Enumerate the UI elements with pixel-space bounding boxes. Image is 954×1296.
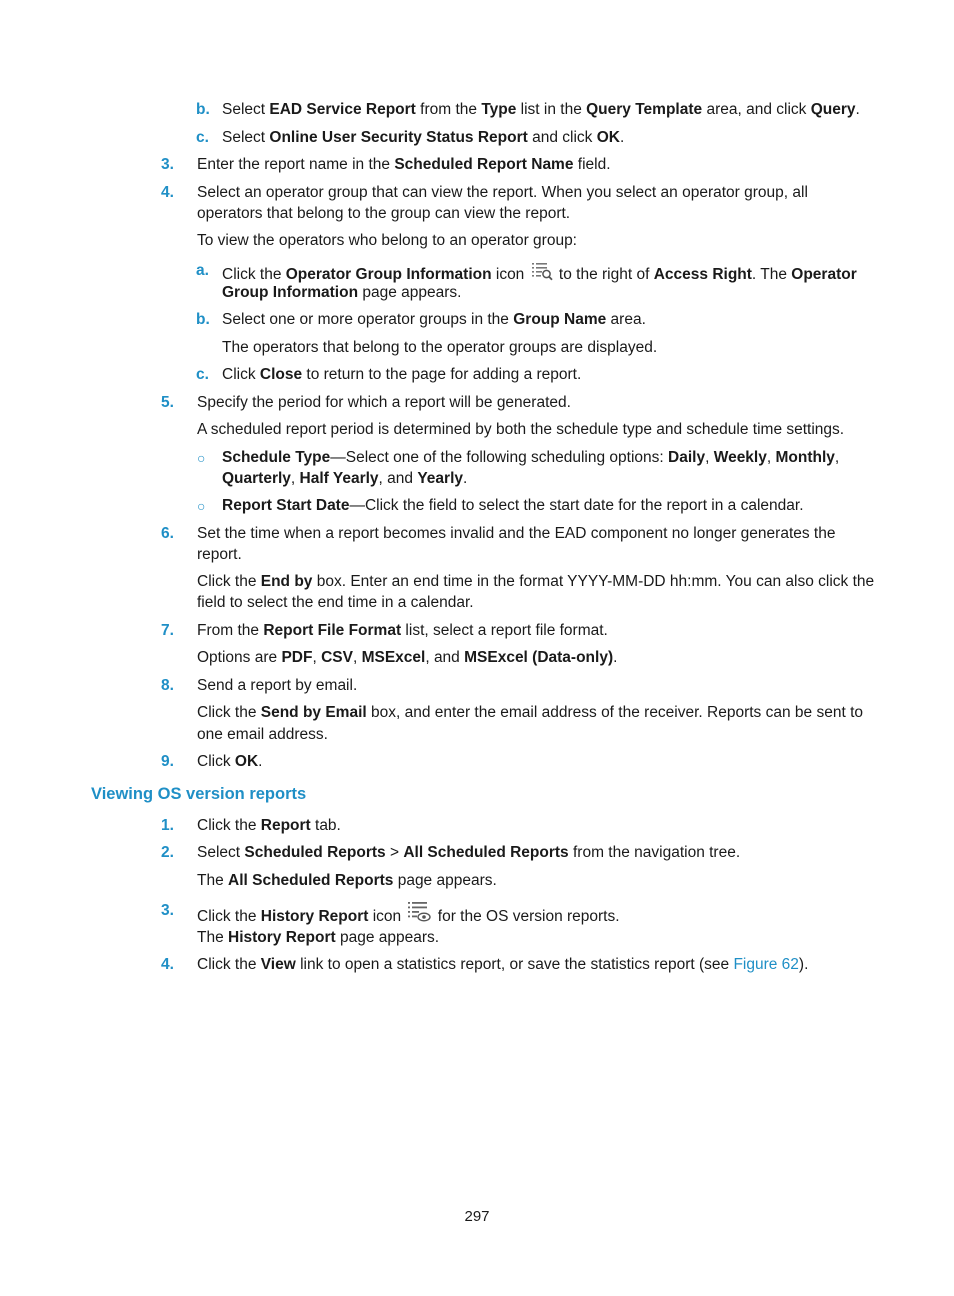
step-6-line2: report. bbox=[197, 546, 242, 563]
step-c-close: Click Close to return to the page for adding a report. bbox=[222, 366, 582, 383]
section-heading: Viewing OS version reports bbox=[91, 785, 307, 803]
step-marker: 3. bbox=[161, 902, 174, 919]
step-7: From the Report File Format list, select a report file format. bbox=[197, 622, 608, 639]
paragraph: A scheduled report period is determined by both the schedule type and schedule time settings. bbox=[197, 421, 845, 438]
end-by-line2: field to select the end time in a calendar. bbox=[197, 594, 474, 611]
format-options: Options are PDF, CSV, MSExcel, and MSExcel (Data-only). bbox=[197, 649, 618, 666]
step-marker: 6. bbox=[161, 525, 174, 542]
step-marker: 9. bbox=[161, 753, 174, 770]
schedule-type-line2: Quarterly, Half Yearly, and Yearly. bbox=[222, 470, 468, 487]
step-5: Specify the period for which a report will be generated. bbox=[197, 394, 571, 411]
send-email-line2: one email address. bbox=[197, 726, 328, 743]
step-4-line2: operators that belong to the group can view the report. bbox=[197, 205, 571, 222]
step-marker: b. bbox=[196, 101, 210, 118]
bullet-circle: ○ bbox=[197, 450, 206, 466]
os-step-2: Select Scheduled Reports > All Scheduled Reports from the navigation tree. bbox=[197, 844, 741, 861]
step-marker: 3. bbox=[161, 156, 174, 173]
os-step-1: Click the Report tab. bbox=[197, 817, 341, 834]
report-start-date: Report Start Date—Click the field to select the start date for the report in a calendar. bbox=[222, 497, 804, 514]
step-marker: c. bbox=[196, 129, 209, 146]
step-marker: 2. bbox=[161, 844, 174, 861]
step-marker: c. bbox=[196, 366, 209, 383]
step-8: Send a report by email. bbox=[197, 677, 358, 694]
step-marker: 4. bbox=[161, 956, 174, 973]
os-step-4: Click the View link to open a statistics report, or save the statistics report (see Figure 62). bbox=[197, 956, 809, 973]
schedule-type-line1: Schedule Type—Select one of the following scheduling options: Daily, Weekly, Monthly, bbox=[222, 449, 840, 466]
step-marker: 1. bbox=[161, 817, 174, 834]
paragraph: The operators that belong to the operator groups are displayed. bbox=[222, 339, 658, 356]
os-step-3: Click the History Report icon for the OS version reports. bbox=[197, 901, 620, 927]
page-number: 297 bbox=[464, 1208, 490, 1225]
step-3-name: Enter the report name in the Scheduled Report Name field. bbox=[197, 156, 611, 173]
figure-link[interactable]: Figure 62 bbox=[733, 956, 799, 973]
step-9: Click OK. bbox=[197, 753, 263, 770]
step-marker: 7. bbox=[161, 622, 174, 639]
step-a-line1: Click the Operator Group Information icon to the right of Access Right. The Operator bbox=[222, 261, 857, 285]
list-magnifier-icon bbox=[531, 261, 553, 281]
paragraph: To view the operators who belong to an operator group: bbox=[197, 232, 577, 249]
step-b-groups: Select one or more operator groups in the Group Name area. bbox=[222, 311, 646, 328]
step-marker: 5. bbox=[161, 394, 174, 411]
step-marker: 4. bbox=[161, 184, 174, 201]
step-4-line1: Select an operator group that can view the report. When you select an operator group, all bbox=[197, 184, 808, 201]
list-eye-icon bbox=[407, 901, 431, 923]
end-by-line1: Click the End by box. Enter an end time in the format YYYY-MM-DD hh:mm. You can also click the bbox=[197, 573, 875, 590]
step-c-ok: Select Online User Security Status Report and click OK. bbox=[222, 129, 625, 146]
step-6-line1: Set the time when a report becomes invalid and the EAD component no longer generates the bbox=[197, 525, 836, 542]
step-a-line2: Group Information page appears. bbox=[222, 284, 462, 301]
send-email-line1: Click the Send by Email box, and enter the email address of the receiver. Reports can be sent to bbox=[197, 704, 863, 721]
bullet-circle: ○ bbox=[197, 498, 206, 514]
step-marker: 8. bbox=[161, 677, 174, 694]
step-b-query: Select EAD Service Report from the Type list in the Query Template area, and click Query. bbox=[222, 101, 860, 118]
paragraph: The History Report page appears. bbox=[197, 929, 440, 946]
paragraph: The All Scheduled Reports page appears. bbox=[197, 872, 497, 889]
step-marker: b. bbox=[196, 311, 210, 328]
step-marker: a. bbox=[196, 262, 209, 279]
